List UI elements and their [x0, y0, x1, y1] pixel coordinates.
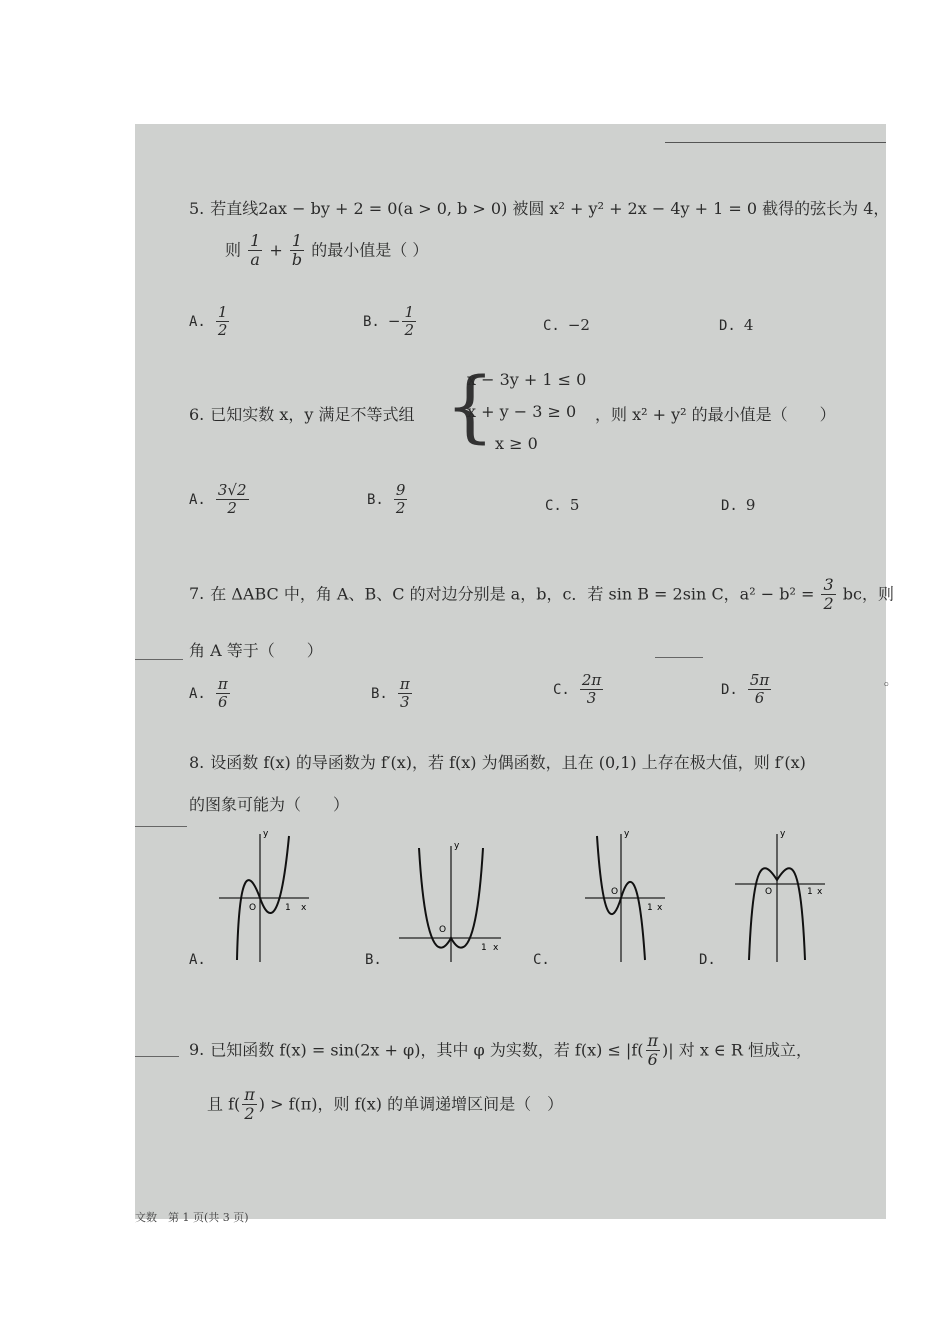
svg-text:1: 1: [647, 903, 653, 913]
svg-text:x: x: [301, 903, 307, 913]
q8-graph-c: [581, 828, 671, 968]
q5-prefix: 则: [225, 240, 242, 260]
q9-line1: 9. 已知函数 f(x) = sin(2x + φ)，其中 φ 为实数，若 f(x) ≤ |f( $\frac{\pi}{6}$ )| 对 x ∈ R 恒成立，: [189, 1031, 812, 1070]
q6-option-d: D. 9: [721, 496, 756, 514]
q8-label-d: D.: [699, 952, 716, 968]
svg-text:O: O: [765, 887, 773, 897]
edge-mark: ◦: [882, 678, 890, 693]
q6-ineq-1: x − 3y + 1 ≤ 0: [467, 370, 587, 389]
svg-text:1: 1: [285, 903, 291, 913]
q6-ineq-2: x + y − 3 ≥ 0: [467, 402, 577, 421]
q7-frac: $\frac{3}{2}$: [823, 575, 834, 614]
svg-text:O: O: [249, 903, 257, 913]
q8-number: 8.: [189, 753, 205, 772]
margin-rule: [135, 1056, 179, 1057]
q9-line2: 且 f( $\frac{\pi}{2}$ ) > f(π)，则 f(x) 的单调递增区间是（ ）: [207, 1085, 564, 1124]
q5-option-d: D. 4: [719, 316, 754, 334]
q7-option-b: B. $\frac{\pi}{3}$: [371, 675, 410, 712]
q7-number: 7.: [189, 584, 205, 604]
q9-number: 9.: [189, 1040, 205, 1060]
svg-text:x: x: [817, 887, 823, 897]
q8-label-c: C.: [533, 952, 550, 968]
q6-option-b: B. $\frac{9}{2}$: [367, 481, 406, 518]
q7-option-a: A. $\frac{\pi}{6}$: [189, 675, 228, 712]
q6-prefix: 已知实数 x，y 满足不等式组: [210, 405, 415, 424]
q9-frac-pi-2: $\frac{\pi}{2}$: [244, 1085, 255, 1124]
q8-line1: 8. 设函数 f(x) 的导函数为 f′(x)，若 f(x) 为偶函数，且在 (0,1) 上存在极大值，则 f′(x): [189, 753, 806, 772]
q5-line2: [225, 232, 428, 270]
q7-option-d: D. $\frac{5\pi}{6}$: [721, 671, 770, 708]
q8-line2: 的图象可能为（ ）: [189, 795, 350, 814]
q5-frac-1-over-a: $\frac{1}{a}$: [250, 231, 261, 270]
svg-text:x: x: [493, 943, 499, 953]
svg-text:O: O: [439, 925, 447, 935]
q6-option-a: A. $\frac{3√2}{2}$: [189, 481, 247, 518]
q8-label-b: B.: [365, 952, 382, 968]
margin-rule: [655, 657, 703, 658]
q5-line1: [189, 196, 889, 219]
svg-text:1: 1: [481, 943, 487, 953]
q5-option-c: C. −2: [543, 316, 590, 334]
q5-plus: +: [269, 240, 283, 260]
q6-brace: {: [445, 362, 495, 452]
svg-text:y: y: [263, 829, 269, 839]
q6-prefix-line: [189, 402, 415, 425]
q6-system: [467, 364, 586, 460]
q5-option-a: A. $\frac{1}{2}$: [189, 303, 228, 340]
q9-frac-pi-6: $\frac{\pi}{6}$: [647, 1031, 659, 1070]
q7-line2: 角 A 等于（ ）: [189, 641, 323, 660]
q6-number: 6.: [189, 405, 205, 424]
q7-line1: 7. 在 ΔABC 中，角 A、B、C 的对边分别是 a，b，c．若 sin B = 2sin C，a² − b² = $\frac{3}{2}$ bc，则: [189, 575, 894, 614]
margin-rule: [135, 659, 183, 660]
exam-sheet: [135, 124, 894, 1224]
q5-frac-1-over-b: $\frac{1}{b}$: [291, 231, 303, 270]
top-rule: [665, 142, 886, 143]
q5-option-b: B. − $\frac{1}{2}$: [363, 303, 414, 340]
margin-rule: [135, 826, 187, 827]
q5-number: 5.: [189, 199, 205, 218]
q6-option-c: C. 5: [545, 496, 580, 514]
svg-text:1: 1: [807, 887, 813, 897]
q6-ineq-3: x ≥ 0: [495, 434, 538, 453]
q8-label-a: A.: [189, 952, 206, 968]
page-footer: 文数 第 1 页(共 3 页): [135, 1211, 249, 1224]
svg-text:y: y: [624, 829, 630, 839]
q8-graph-a: [215, 828, 315, 968]
svg-text:O: O: [611, 887, 619, 897]
svg-text:y: y: [454, 841, 460, 851]
q5-text: 若直线2ax − by + 2 = 0(a > 0, b > 0) 被圆 x² + y² + 2x − 4y + 1 = 0 截得的弦长为 4，: [210, 199, 890, 218]
q8-graph-d: [733, 828, 829, 968]
q5-suffix: 的最小值是（ ）: [311, 240, 429, 260]
svg-text:x: x: [657, 903, 663, 913]
q7-option-c: C. $\frac{2\pi}{3}$: [553, 671, 602, 708]
q6-suffix: ，则 x² + y² 的最小值是（ ）: [595, 405, 836, 424]
q8-graph-b: [397, 840, 507, 964]
svg-text:y: y: [780, 829, 786, 839]
